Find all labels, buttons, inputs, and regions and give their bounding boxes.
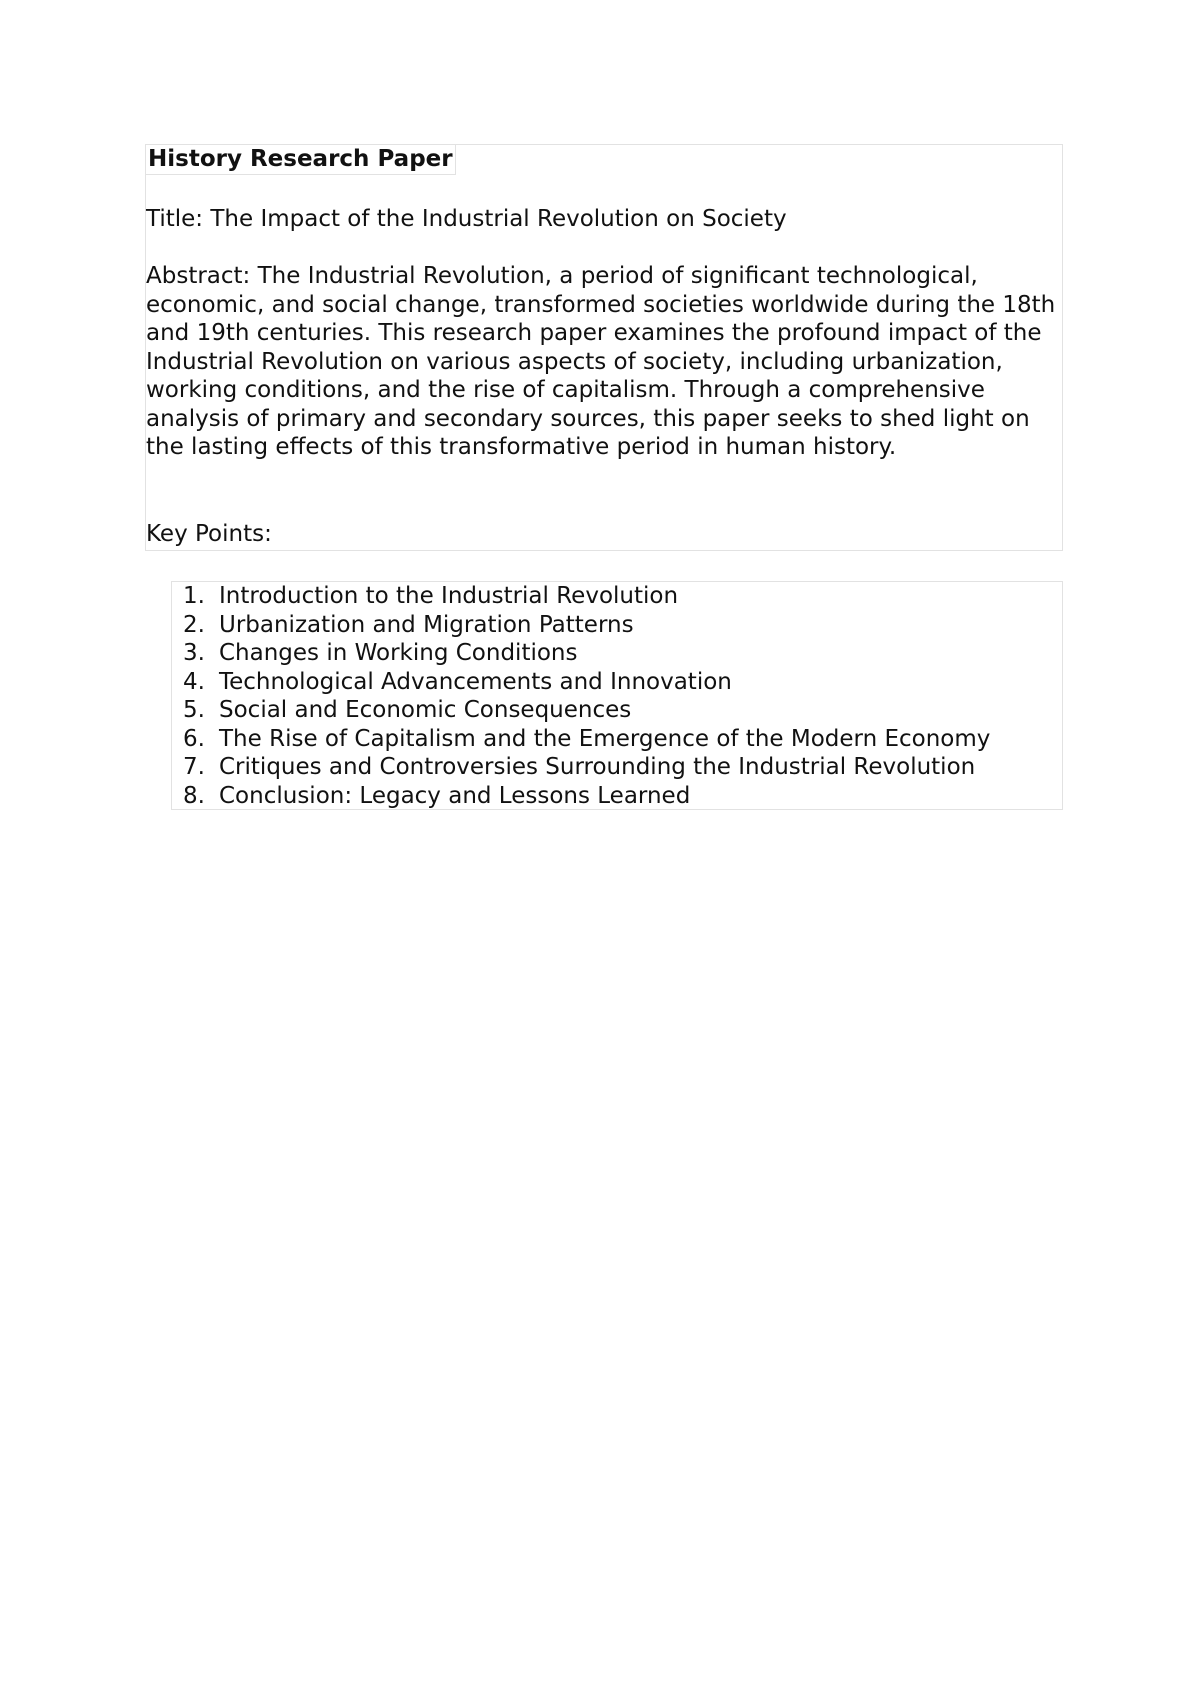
list-item-text: The Rise of Capitalism and the Emergence of the Modern Economy — [219, 725, 991, 752]
list-item-text: Critiques and Controversies Surrounding the Industrial Revolution — [219, 754, 976, 780]
list-item-number: 5. — [183, 697, 205, 723]
list-item-text: Changes in Working Conditions — [219, 640, 578, 666]
list-item — [171, 782, 1061, 811]
list-item-text: Technological Advancements and Innovation — [219, 668, 732, 695]
list-item — [171, 696, 1061, 725]
paper-title-line: Title: The Impact of the Industrial Revolution on Society — [146, 206, 787, 232]
list-item — [171, 611, 1061, 640]
list-item — [171, 639, 1061, 668]
key-points-list — [171, 582, 1061, 810]
key-points-label: Key Points: — [146, 521, 272, 547]
list-item-text: Social and Economic Consequences — [219, 697, 632, 723]
list-item-number: 2. — [183, 611, 205, 638]
list-item-number: 1. — [183, 583, 205, 609]
list-item — [171, 753, 1061, 782]
document-heading: History Research Paper — [145, 144, 456, 175]
list-item-number: 6. — [183, 725, 205, 752]
list-item-number: 3. — [183, 640, 205, 666]
list-item-text: Conclusion: Legacy and Lessons Learned — [219, 782, 691, 809]
list-item — [171, 582, 1061, 611]
list-item — [171, 725, 1061, 754]
list-item-number: 8. — [183, 782, 205, 809]
list-item-text: Introduction to the Industrial Revolution — [219, 583, 679, 609]
abstract-paragraph: Abstract: The Industrial Revolution, a period of significant technological, economic, and social change, transformed societies worldwide during the 18th and 19th centuries. This research paper examines the profound impact of the Industrial Revolution on various aspects of society, including urbanization, working conditions, and the rise of capitalism. Through a comprehensive analysis of primary and secondary sources, this paper seeks to shed light on the lasting effects of this transformative period in human history. — [146, 263, 1056, 460]
list-item-number: 7. — [183, 754, 205, 780]
list-item-number: 4. — [183, 668, 205, 695]
list-item — [171, 668, 1061, 697]
list-item-text: Urbanization and Migration Patterns — [219, 611, 634, 638]
